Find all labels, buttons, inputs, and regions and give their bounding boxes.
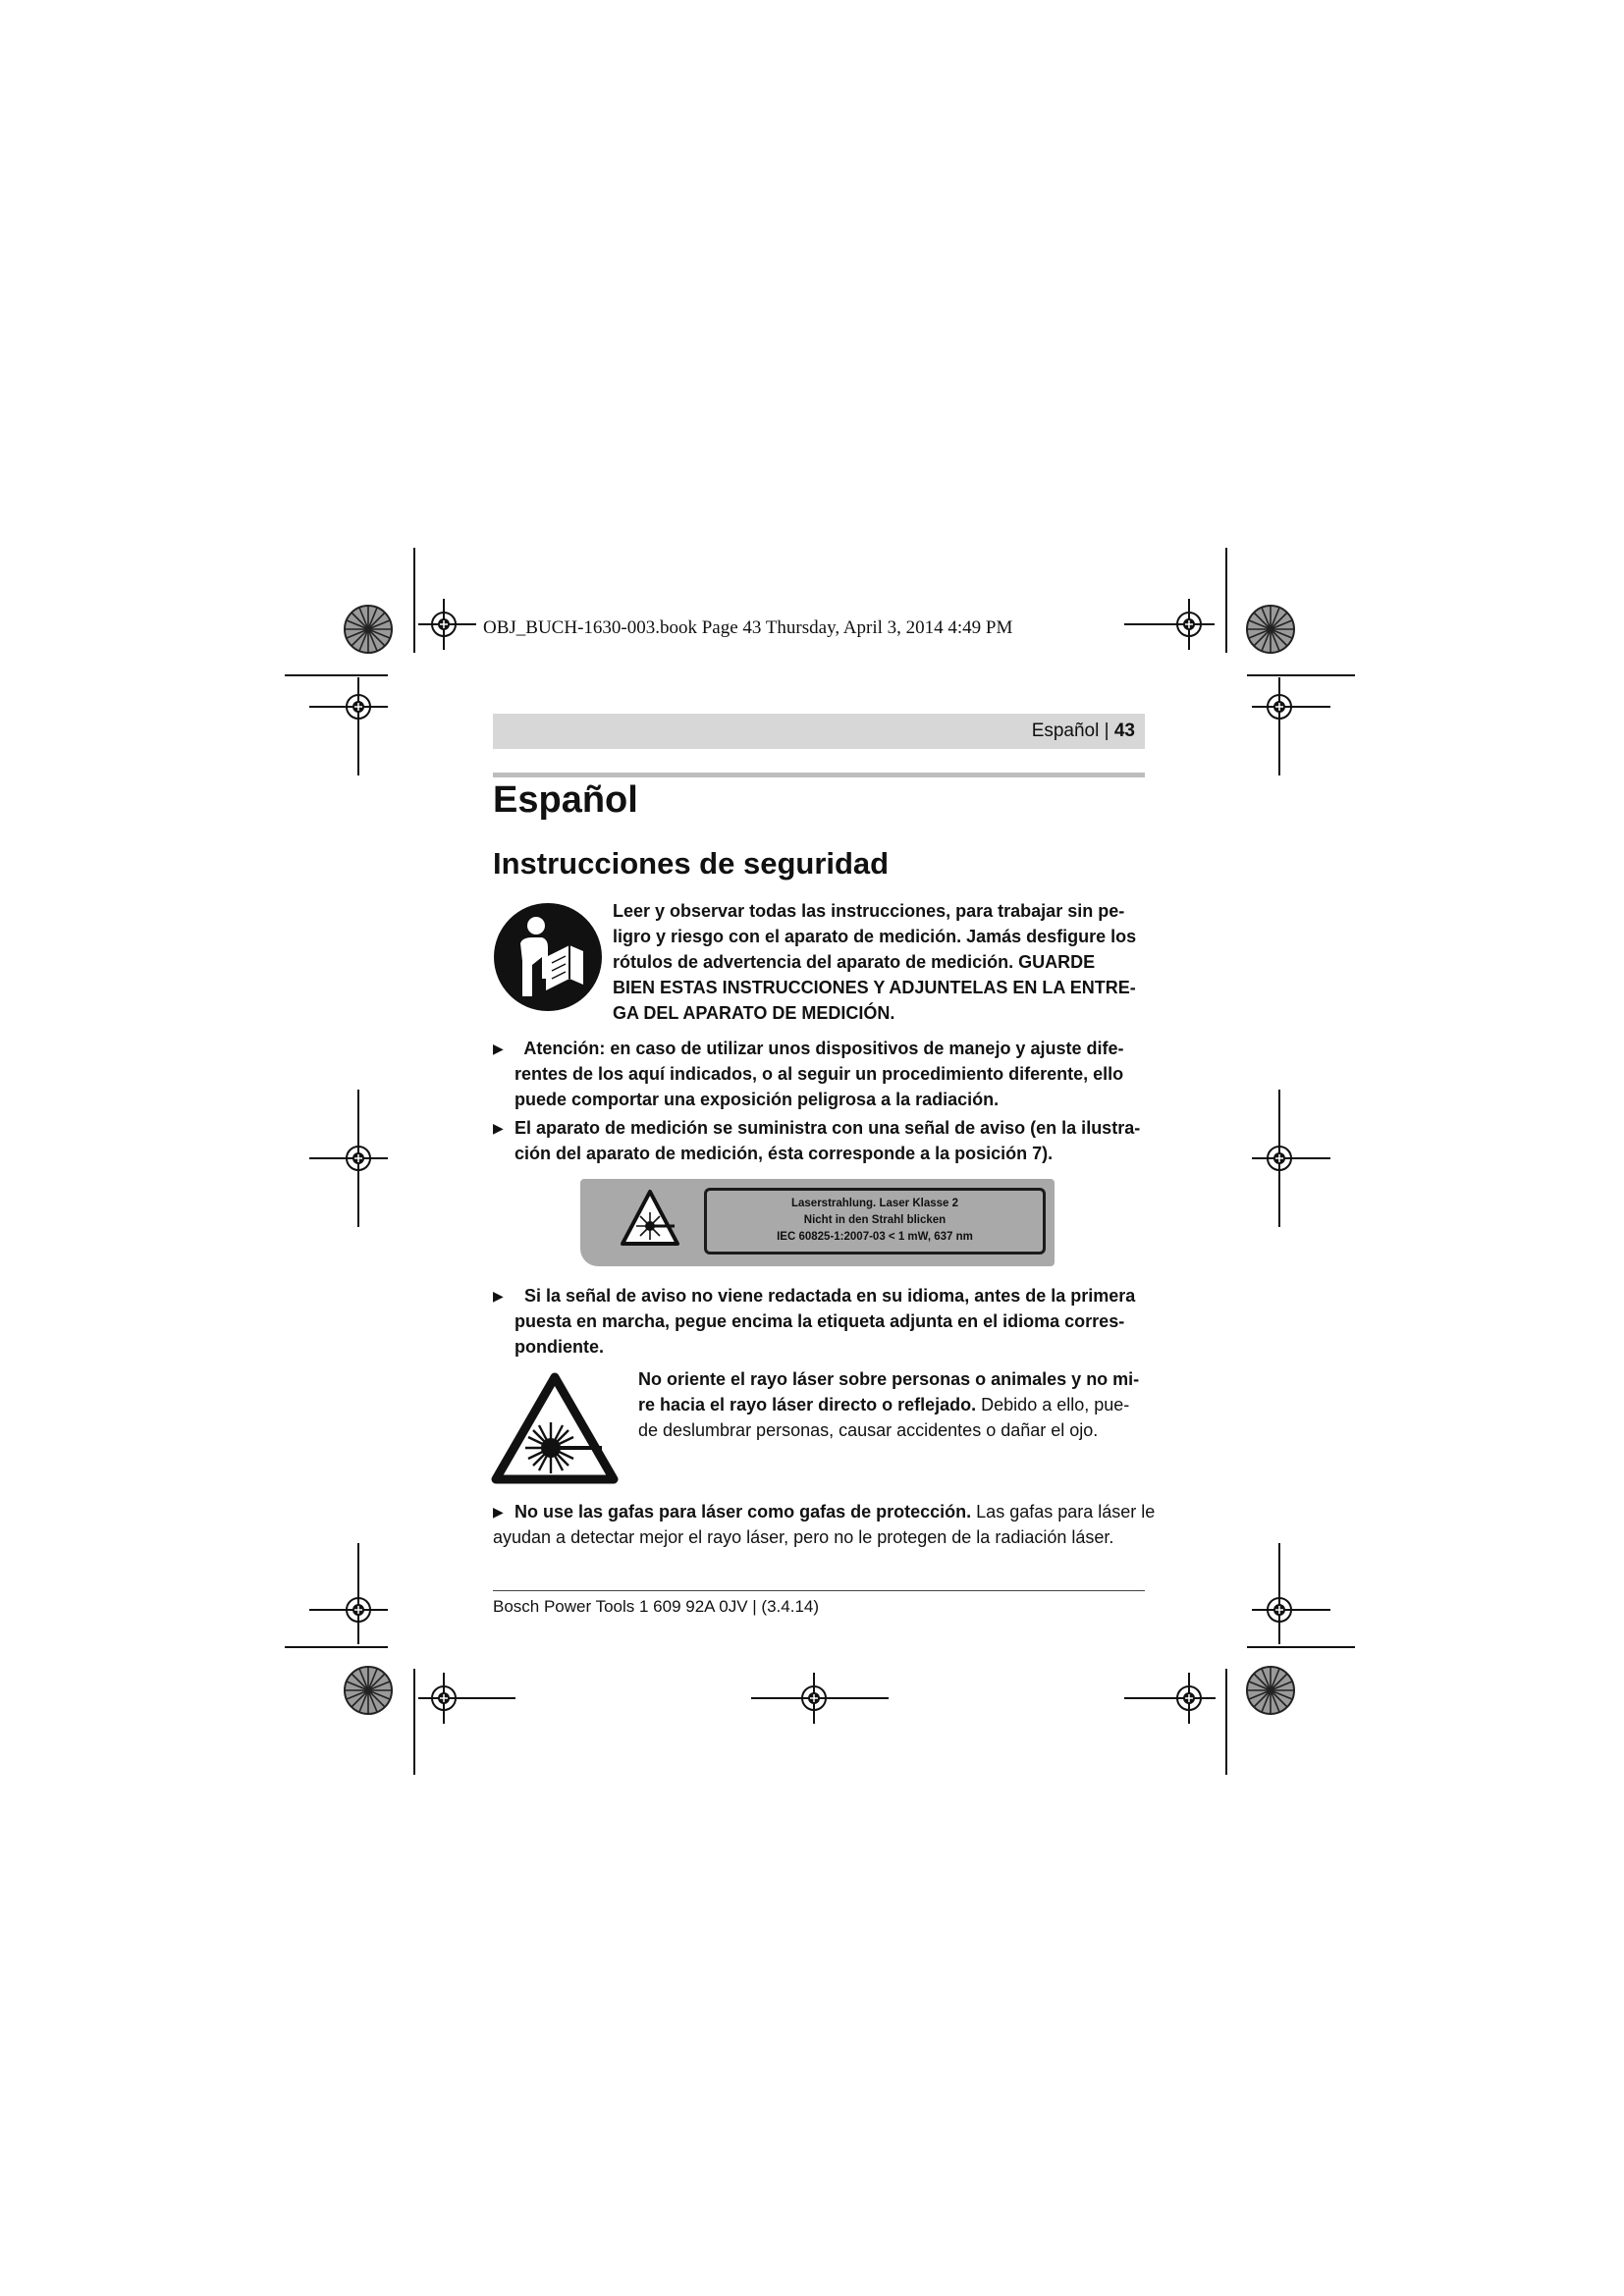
page-title: Español	[493, 779, 638, 821]
laser-warning-text: No oriente el rayo láser sobre personas o animales y no mi- re hacia el rayo láser directo o reflejado. Debido a ello, pue- de deslumbrar personas, causar accidentes o dañar el ojo.	[638, 1369, 1140, 1440]
bullet-arrow-icon: ▶	[493, 1288, 504, 1304]
read-manual-icon	[493, 902, 603, 1012]
section-title: Instrucciones de seguridad	[493, 846, 890, 881]
slug-line: OBJ_BUCH-1630-003.book Page 43 Thursday, April 3, 2014 4:49 PM	[483, 617, 1013, 638]
footer-rule	[493, 1590, 1145, 1591]
bullet-arrow-icon: ▶	[493, 1504, 504, 1520]
bullet-attention: ▶ Atención: en caso de utilizar unos dispositivos de manejo y ajuste dife- rentes de los aquí indicados, o al seguir un procedimiento diferente, ello puede comportar una exposición peligrosa a la radiación.	[493, 1036, 1123, 1112]
page-number: 43	[1113, 721, 1135, 741]
bullet-warning-label-info: ▶ El aparato de medición se suministra con una señal de aviso (en la ilustra- ción del aparato de medición, ésta corresponde a la posición 7).	[493, 1115, 1140, 1166]
header-language: Español	[1031, 721, 1100, 741]
laser-warning-icon	[490, 1371, 620, 1485]
footer-text: Bosch Power Tools 1 609 92A 0JV | (3.4.14)	[493, 1597, 820, 1616]
bullet-arrow-icon: ▶	[493, 1041, 504, 1056]
header-separator: |	[1104, 721, 1110, 741]
running-header	[493, 714, 1145, 749]
bullet-language-label: ▶ Si la señal de aviso no viene redactada en su idioma, antes de la primera puesta en marcha, pegue encima la etiqueta adjunta en el idioma corres- pondiente.	[493, 1283, 1135, 1360]
warning-label-image	[580, 1179, 1055, 1266]
title-rule	[493, 773, 1145, 777]
warning-label-box: Laserstrahlung. Laser Klasse 2 Nicht in den Strahl blicken IEC 60825-1:2007-03 < 1 mW, 637 nm	[704, 1188, 1046, 1255]
bullet-laser-glasses: ▶ No use las gafas para láser como gafas de protección. Las gafas para láser le ayudan a detectar mejor el rayo láser, pero no le protegen de la radiación láser.	[493, 1499, 1155, 1550]
laser-warning-icon	[620, 1189, 680, 1250]
intro-text: Leer y observar todas las instrucciones, para trabajar sin pe- ligro y riesgo con el aparato de medición. Jamás desfigure los rótulos de advertencia del aparato de medición. GUARDE BIEN ESTAS INSTRUCCIONES Y ADJUNTELAS EN LA ENTRE- GA DEL APARATO DE MEDICIÓN.	[613, 901, 1137, 1023]
bullet-arrow-icon: ▶	[493, 1120, 504, 1136]
